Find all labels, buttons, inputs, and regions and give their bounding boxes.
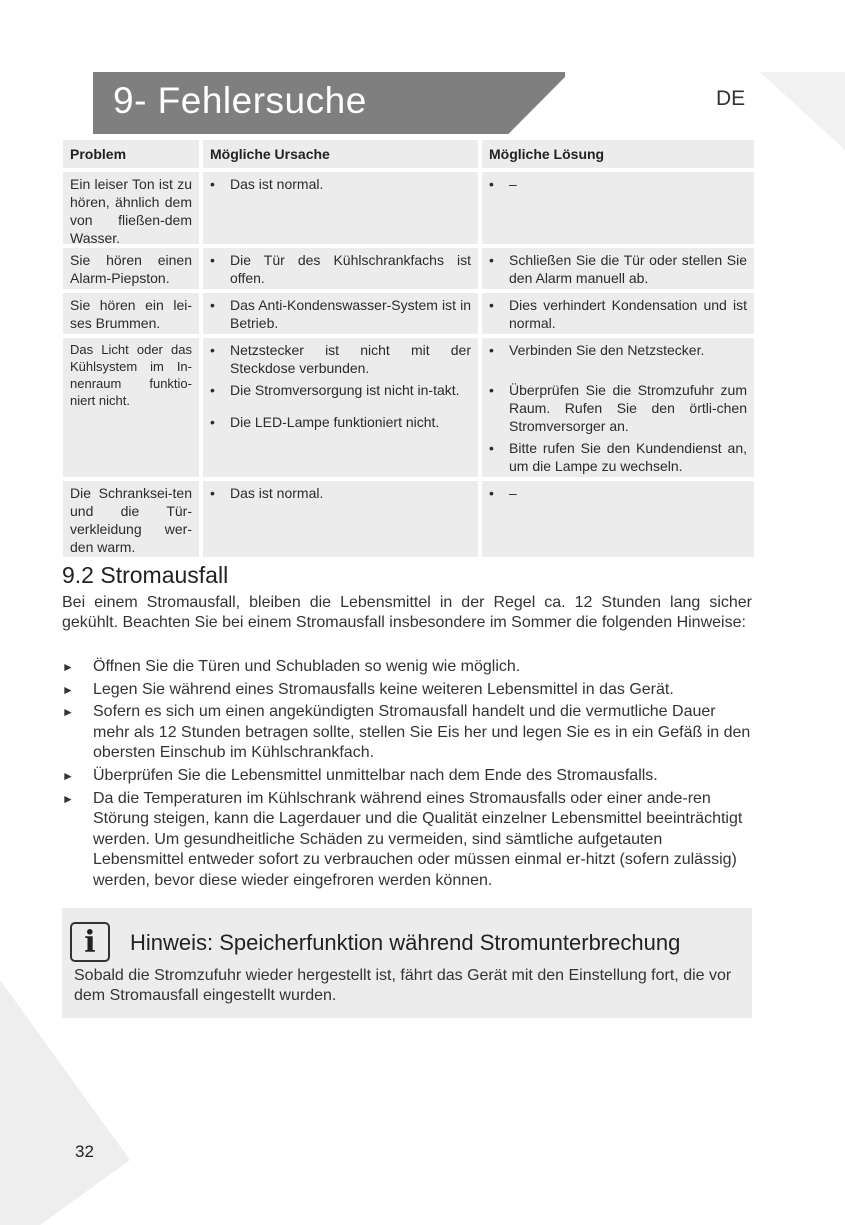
bullet: • xyxy=(210,382,215,398)
list-item: ► Legen Sie während eines Stromausfalls keine weiteren Lebensmittel in das Gerät. xyxy=(62,680,752,701)
cause-cell: • Das Anti-Kondenswasser-System ist in Betrieb. xyxy=(203,293,478,334)
problem-cell: Das Licht oder das Kühlsystem im In-nenraum funktio-niert nicht. xyxy=(63,338,199,477)
language-code: DE xyxy=(716,87,746,110)
bullet: • xyxy=(210,414,215,430)
bullet: • xyxy=(210,342,215,358)
bullet: • xyxy=(489,297,494,313)
arrow-bullet-icon: ► xyxy=(62,660,74,674)
page-title: 9- Fehlersuche xyxy=(113,80,367,121)
solution-cell: • Schließen Sie die Tür oder stellen Sie den Alarm manuell ab. xyxy=(482,248,754,289)
bullet: • xyxy=(210,485,215,501)
bullet: • xyxy=(210,252,215,268)
advice-list xyxy=(62,657,752,894)
problem-cell: Die Schranksei-ten und die Tür-verkleidung wer-den warm. xyxy=(63,481,199,557)
table-row xyxy=(63,172,754,244)
solution-cell: • – xyxy=(482,481,754,557)
table-header-row xyxy=(63,140,754,168)
arrow-bullet-icon: ► xyxy=(62,791,74,806)
list-item: ► Öffnen Sie die Türen und Schubladen so wenig wie möglich. xyxy=(62,657,752,678)
note-text: Sobald die Stromzufuhr wieder hergestellt ist, fährt das Gerät mit den Einstellung fort, die vor dem Stromausfall eingestellt wurden. xyxy=(74,967,732,1004)
bullet: • xyxy=(489,485,494,501)
solution-cell: • Verbinden Sie den Netzstecker. • Überprüfen Sie die Stromzufuhr zum Raum. Rufen Sie den örtli-chen Stromversorger an. • Bitte rufen Sie den Kundendienst an, um die Lampe zu wechseln. xyxy=(482,338,754,477)
table-row xyxy=(63,293,754,334)
cause-cell: • Das ist normal. xyxy=(203,481,478,557)
cause-cell: • Die Tür des Kühlschrankfachs ist offen. xyxy=(203,248,478,289)
bullet: • xyxy=(210,176,215,192)
problem-cell: Sie hören einen Alarm-Piepston. xyxy=(63,248,199,289)
solution-cell: • – xyxy=(482,172,754,244)
cause-cell: • Netzstecker ist nicht mit der Steckdose verbunden. • Die Stromversorgung ist nicht in-takt. • Die LED-Lampe funktioniert nicht. xyxy=(203,338,478,477)
bullet: • xyxy=(210,297,215,313)
bullet: • xyxy=(489,342,494,358)
arrow-bullet-icon: ► xyxy=(62,768,74,783)
table-row xyxy=(63,481,754,557)
column-header-cause: Mögliche Ursache xyxy=(203,140,478,168)
arrow-bullet-icon: ► xyxy=(62,682,74,697)
table-row xyxy=(63,248,754,289)
problem-cell: Sie hören ein lei-ses Brummen. xyxy=(63,293,199,334)
cause-cell: • Das ist normal. xyxy=(203,172,478,244)
note-box xyxy=(62,908,752,1018)
arrow-bullet-icon: ► xyxy=(62,705,74,720)
bullet: • xyxy=(489,382,494,398)
list-item: ► Da die Temperaturen im Kühlschrank während eines Stromausfalls oder einer ande-ren Störung steigen, kann die Lagerdauer und die Qualität einzelner Lebensmittel beeinträchtigt werden. Um gesundheitliche Schäden zu vermeiden, sind sämtliche aufgetauten Lebensmittel entweder sofort zu verbrauchen oder müssen einmal er-hitzt (sofern zulässig) werden, bevor diese wieder eingefroren werden können. xyxy=(62,789,752,892)
list-item: ► Überprüfen Sie die Lebensmittel unmittelbar nach dem Ende des Stromausfalls. xyxy=(62,766,752,787)
bullet: • xyxy=(489,176,494,192)
problem-cell: Ein leiser Ton ist zu hören, ähnlich dem von fließen-dem Wasser. xyxy=(63,172,199,244)
info-icon: i xyxy=(70,922,110,962)
column-header-problem: Problem xyxy=(63,140,199,168)
troubleshooting-table xyxy=(63,140,754,561)
solution-cell: • Dies verhindert Kondensation und ist normal. xyxy=(482,293,754,334)
page-number: 32 xyxy=(75,1142,94,1161)
note-title: Hinweis: Speicherfunktion während Stromunterbrechung xyxy=(130,930,681,955)
section-intro: Bei einem Stromausfall, bleiben die Lebensmittel in der Regel ca. 12 Stunden lang sicher gekühlt. Beachten Sie bei einem Stromausfall insbesondere im Sommer die folgenden Hinweise: xyxy=(62,594,752,631)
bullet: • xyxy=(489,252,494,268)
section-title: 9.2 Stromausfall xyxy=(62,562,229,588)
table-row xyxy=(63,338,754,477)
list-item: ► Sofern es sich um einen angekündigten Stromausfall handelt und die vermutliche Dauer mehr als 12 Stunden betragen sollte, stellen Sie Eis her und legen Sie es in ein Gefäß in den obersten Einschub im Kühlschrankfach. xyxy=(62,702,752,764)
bullet: • xyxy=(489,440,494,456)
column-header-solution: Mögliche Lösung xyxy=(482,140,754,168)
